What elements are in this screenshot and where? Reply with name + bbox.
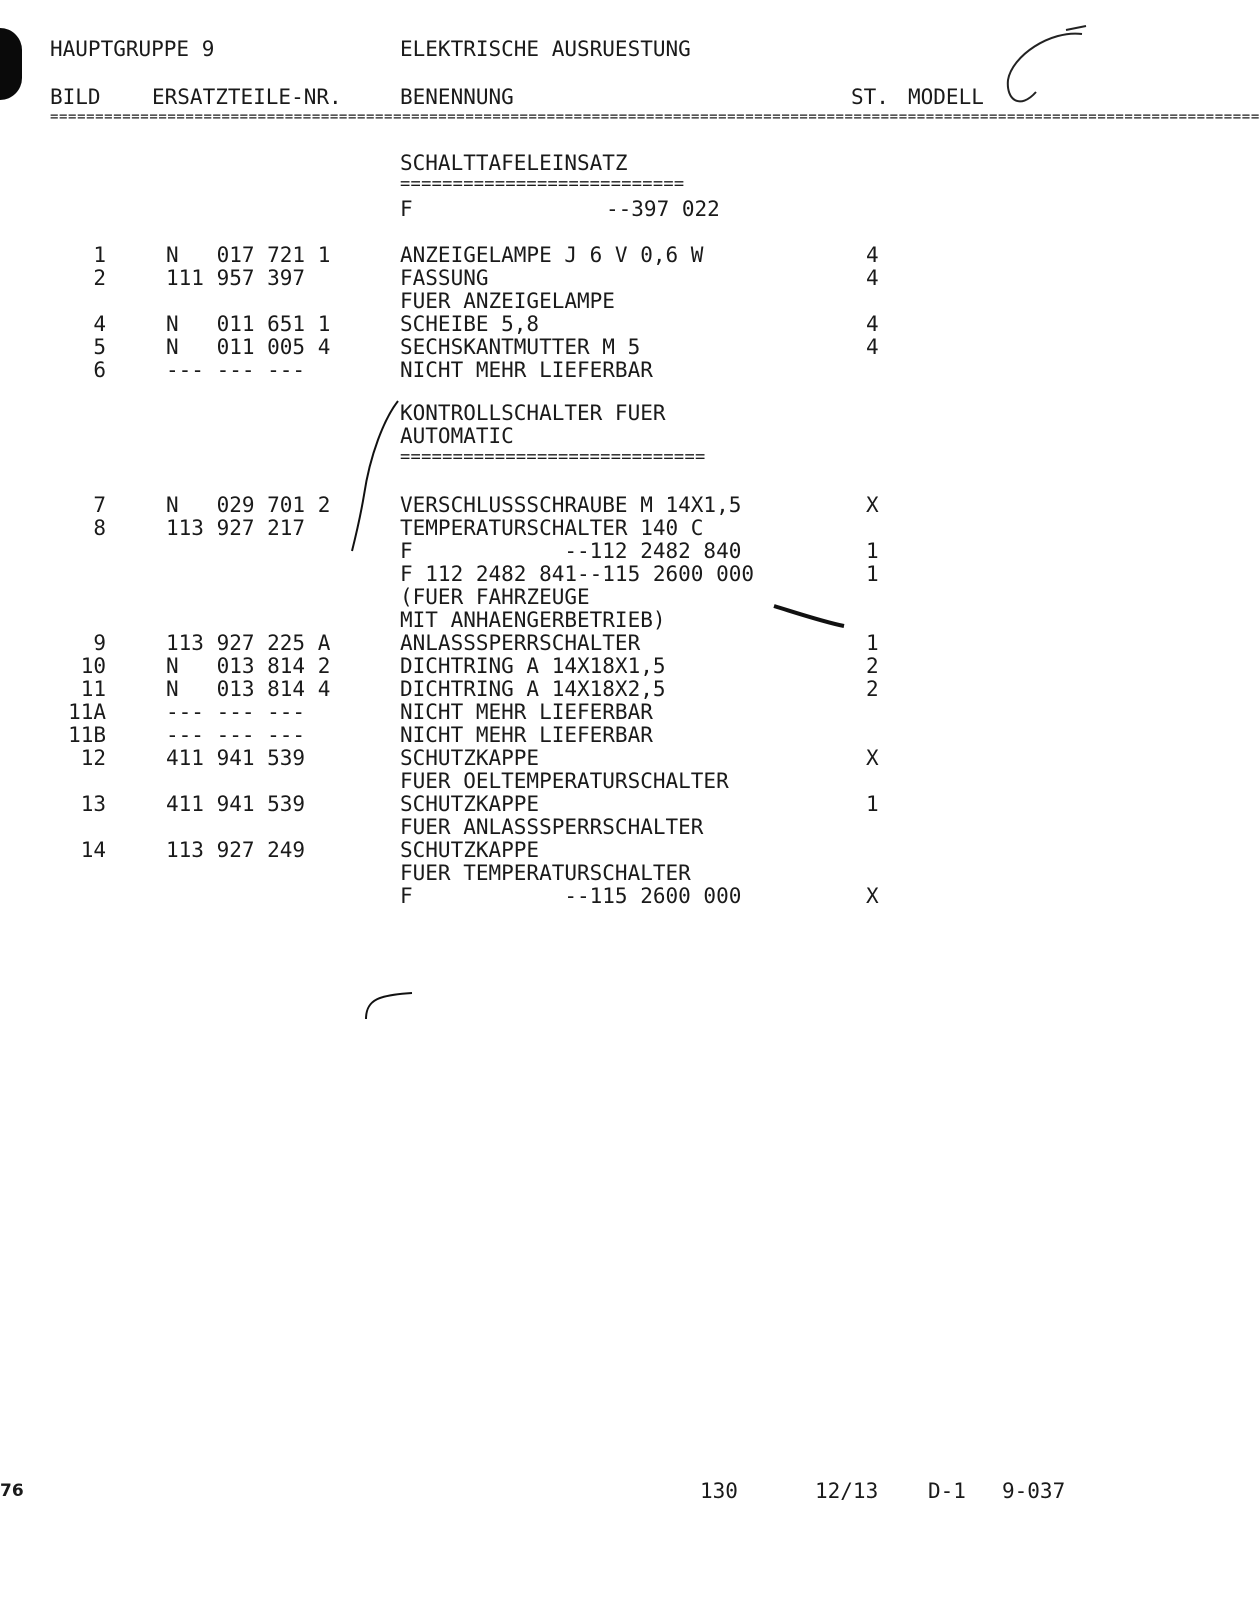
row-name: ANLASSSPERRSCHALTER <box>400 631 641 655</box>
column-header-part-number: ERSATZTEILE-NR. <box>152 85 342 109</box>
row-quantity: 4 <box>866 335 879 359</box>
row-name: DICHTRING A 14X18X2,5 <box>400 677 666 701</box>
row-bild: 12 <box>80 746 106 770</box>
row-quantity: X <box>866 746 879 770</box>
row-name: NICHT MEHR LIEFERBAR <box>400 723 653 747</box>
row-bild: 8 <box>93 516 106 540</box>
row-bild: 11B <box>68 723 106 747</box>
column-header-bild: BILD <box>50 85 101 109</box>
row-name: TEMPERATURSCHALTER 140 C <box>400 516 704 540</box>
row-bild: 10 <box>80 654 106 678</box>
row-name: MIT ANHAENGERBETRIEB) <box>400 608 666 632</box>
row-quantity: X <box>866 493 879 517</box>
section-title: KONTROLLSCHALTER FUER <box>400 401 666 425</box>
section-underline: =========================== <box>400 174 685 194</box>
row-bild: 11 <box>80 677 106 701</box>
pen-stroke <box>340 395 420 555</box>
row-name: SCHUTZKAPPE <box>400 792 540 816</box>
row-quantity: 4 <box>866 312 879 336</box>
row-quantity: 1 <box>866 562 879 586</box>
row-name: F --112 2482 840 <box>400 539 742 563</box>
row-part-number: 411 941 539 <box>166 746 306 770</box>
group-title: ELEKTRISCHE AUSRUESTUNG <box>400 37 691 61</box>
row-name: FUER OELTEMPERATURSCHALTER <box>400 769 729 793</box>
row-name: FUER ANZEIGELAMPE <box>400 289 615 313</box>
section-underline: ============================= <box>400 447 706 467</box>
row-part-number: 411 941 539 <box>166 792 306 816</box>
row-name: FASSUNG <box>400 266 489 290</box>
section-title: AUTOMATIC <box>400 424 514 448</box>
row-bild: 6 <box>93 358 106 382</box>
row-part-number: --- --- --- <box>166 700 306 724</box>
row-quantity: 1 <box>866 631 879 655</box>
row-name: ANZEIGELAMPE J 6 V 0,6 W <box>400 243 704 267</box>
row-name: NICHT MEHR LIEFERBAR <box>400 358 653 382</box>
pen-scribble <box>990 20 1100 120</box>
row-name: F --115 2600 000 <box>400 884 742 908</box>
row-name: SECHSKANTMUTTER M 5 <box>400 335 641 359</box>
pen-hook <box>360 985 420 1025</box>
footer-left: 76 <box>0 1481 24 1501</box>
row-name: NICHT MEHR LIEFERBAR <box>400 700 653 724</box>
row-part-number: 113 927 225 A <box>166 631 331 655</box>
row-quantity: 2 <box>866 677 879 701</box>
row-name: FUER ANLASSSPERRSCHALTER <box>400 815 704 839</box>
row-part-number: N 013 814 2 <box>166 654 331 678</box>
row-quantity: 4 <box>866 243 879 267</box>
row-quantity: 4 <box>866 266 879 290</box>
row-bild: 7 <box>93 493 106 517</box>
footer-date: 12/13 <box>815 1479 879 1503</box>
row-part-number: N 011 651 1 <box>166 312 331 336</box>
row-name: SCHEIBE 5,8 <box>400 312 540 336</box>
row-bild: 1 <box>93 243 106 267</box>
row-bild: 4 <box>93 312 106 336</box>
row-part-number: N 029 701 2 <box>166 493 331 517</box>
row-quantity: 1 <box>866 792 879 816</box>
column-header-model: MODELL <box>908 85 984 109</box>
row-part-number: 113 927 249 <box>166 838 306 862</box>
row-bild: 2 <box>93 266 106 290</box>
row-bild: 5 <box>93 335 106 359</box>
index-tab-mark <box>0 28 22 100</box>
section-note-prefix: F <box>400 197 413 221</box>
pen-mark <box>770 596 850 636</box>
footer-code2: 9-037 <box>1002 1479 1066 1503</box>
row-part-number: --- --- --- <box>166 723 306 747</box>
header-rule: ====================================================================================================================================== <box>50 109 1260 125</box>
section-note-value: --397 022 <box>606 197 720 221</box>
row-bild: 11A <box>68 700 106 724</box>
row-part-number: 113 927 217 <box>166 516 306 540</box>
row-bild: 9 <box>93 631 106 655</box>
column-header-name: BENENNUNG <box>400 85 514 109</box>
row-part-number: N 013 814 4 <box>166 677 331 701</box>
row-name: DICHTRING A 14X18X1,5 <box>400 654 666 678</box>
row-quantity: X <box>866 884 879 908</box>
row-name: (FUER FAHRZEUGE <box>400 585 590 609</box>
footer-page: 130 <box>700 1479 738 1503</box>
row-quantity: 1 <box>866 539 879 563</box>
column-header-st: ST. <box>851 85 889 109</box>
row-part-number: --- --- --- <box>166 358 306 382</box>
row-quantity: 2 <box>866 654 879 678</box>
group-label: HAUPTGRUPPE 9 <box>50 37 215 61</box>
row-bild: 13 <box>80 792 106 816</box>
footer-code1: D-1 <box>928 1479 966 1503</box>
row-part-number: 111 957 397 <box>166 266 306 290</box>
row-part-number: N 017 721 1 <box>166 243 331 267</box>
row-name: SCHUTZKAPPE <box>400 746 540 770</box>
section-title: SCHALTTAFELEINSATZ <box>400 151 628 175</box>
row-name: SCHUTZKAPPE <box>400 838 540 862</box>
row-bild: 14 <box>80 838 106 862</box>
row-name: FUER TEMPERATURSCHALTER <box>400 861 691 885</box>
row-part-number: N 011 005 4 <box>166 335 331 359</box>
row-name: F 112 2482 841--115 2600 000 <box>400 562 755 586</box>
row-name: VERSCHLUSSSCHRAUBE M 14X1,5 <box>400 493 742 517</box>
